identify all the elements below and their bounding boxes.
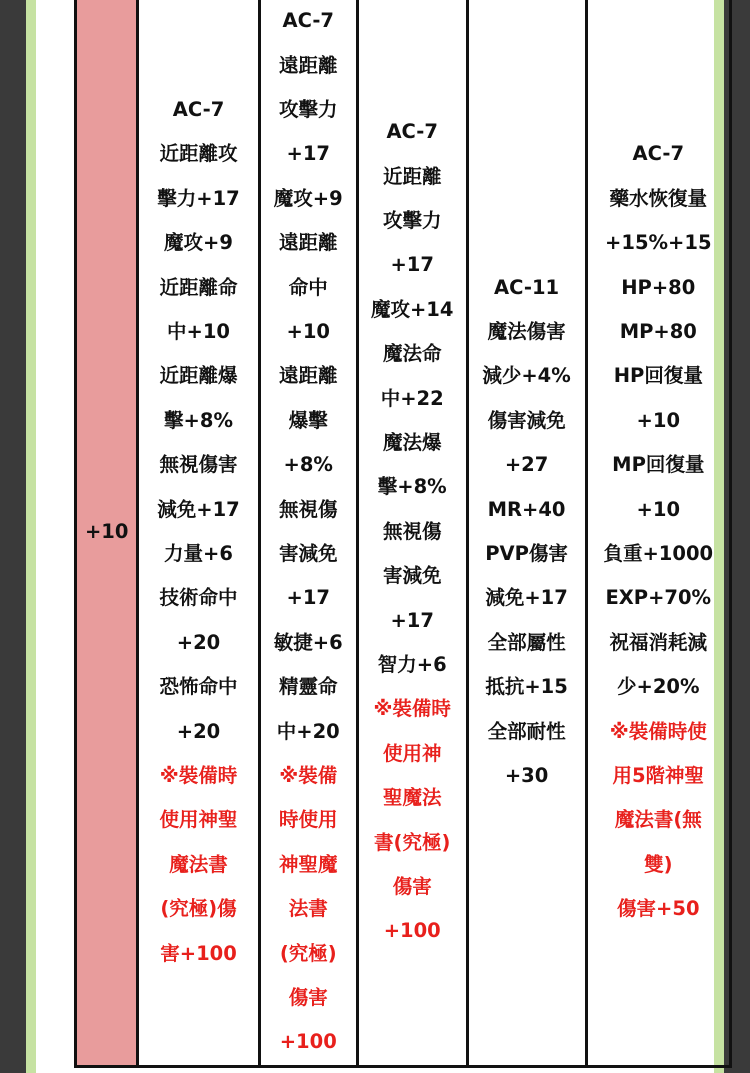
stat-line: 近距離爆 xyxy=(159,364,238,388)
stat-line: MP回復量 xyxy=(612,453,705,477)
stats-cell xyxy=(586,0,730,1067)
stat-line: 敏捷+6 xyxy=(273,630,343,654)
stat-line: AC-7 xyxy=(386,120,438,144)
stats-cell xyxy=(259,0,357,1067)
equip-note-line: 用5階神聖 xyxy=(612,764,705,788)
equip-note-line: 神聖魔 xyxy=(278,852,338,876)
stat-line: +17 xyxy=(390,608,434,632)
stat-line: +10 xyxy=(636,408,681,432)
stat-line: 減免+17 xyxy=(157,497,240,521)
enhance-level-label: +10 xyxy=(84,519,129,543)
stat-line: +10 xyxy=(286,319,330,343)
equip-note-line: 傷害 xyxy=(392,875,432,899)
stat-line: +17 xyxy=(286,142,330,166)
stat-line: 遠距離 xyxy=(278,364,338,388)
equip-note-line: +100 xyxy=(383,919,441,943)
stat-line: 害減免 xyxy=(278,542,338,565)
equip-note-line: ※裝備時 xyxy=(159,764,238,788)
enhance-level-cell xyxy=(76,0,138,1067)
stat-line: 減少+4% xyxy=(482,364,571,388)
stat-line: 恐怖命中 xyxy=(159,675,238,699)
stat-line: 全部屬性 xyxy=(487,630,566,654)
stat-line: 藥水恢復量 xyxy=(609,186,708,210)
stat-line: 魔法命 xyxy=(382,342,442,366)
table-row xyxy=(76,0,731,1067)
stat-line: 少+20% xyxy=(617,675,700,699)
stat-line: 魔法爆 xyxy=(382,430,442,454)
stat-line: +17 xyxy=(286,586,330,610)
stat-line: 力量+6 xyxy=(164,542,233,565)
equip-note-line: 魔法書(無 xyxy=(614,808,702,832)
equip-note-line: 法書 xyxy=(288,897,328,921)
stats-cell xyxy=(138,0,259,1067)
stat-line: AC-7 xyxy=(632,142,685,166)
equip-note-line: 時使用 xyxy=(278,808,338,832)
stat-line: PVP傷害 xyxy=(485,542,568,565)
stat-line: 近距離 xyxy=(382,164,442,188)
stat-line: 擊力+17 xyxy=(157,186,240,210)
stat-line: 遠距離 xyxy=(278,231,338,255)
stat-line: 遠距離 xyxy=(278,53,338,77)
stat-line: 中+22 xyxy=(380,386,444,410)
stat-line: 無視傷 xyxy=(278,497,338,521)
equip-note-line: 傷害+50 xyxy=(617,897,700,921)
stat-line: +8% xyxy=(283,453,333,477)
equip-note-line: (究極)傷 xyxy=(160,897,237,921)
stat-line: 命中 xyxy=(288,275,328,299)
stat-line: +15%+15 xyxy=(605,231,712,255)
stat-line: 無視傷害 xyxy=(159,453,238,477)
stat-line: +10 xyxy=(636,497,681,521)
stat-line: AC-7 xyxy=(172,97,225,121)
equip-note-line: 魔法書 xyxy=(169,852,228,876)
stat-line: 減免+17 xyxy=(485,586,568,610)
stat-line: 魔攻+14 xyxy=(370,297,454,321)
stat-line: 精靈命 xyxy=(278,675,338,699)
stat-line: 魔攻+9 xyxy=(273,186,343,210)
equip-note-line: (究極) xyxy=(279,941,337,965)
stat-line: 無視傷 xyxy=(382,519,442,543)
stat-line: 攻擊力 xyxy=(382,208,442,232)
stat-line: EXP+70% xyxy=(605,586,712,610)
stat-line: 爆擊 xyxy=(288,408,328,432)
stat-line: HP+80 xyxy=(621,275,696,299)
stat-line: 近距離命 xyxy=(159,275,238,299)
equip-note-line: ※裝備時 xyxy=(373,697,451,721)
stat-line: +20 xyxy=(176,630,221,654)
stat-line: 魔法傷害 xyxy=(487,319,566,343)
equip-note-line: 聖魔法 xyxy=(382,786,442,810)
stat-line: 傷害減免 xyxy=(487,408,566,432)
equip-note-line: 害+100 xyxy=(160,941,237,965)
stat-line: AC-7 xyxy=(282,9,334,33)
stat-line: MR+40 xyxy=(487,497,566,521)
stat-line: 魔攻+9 xyxy=(164,231,233,255)
equip-note-line: ※裝備時使 xyxy=(609,719,707,743)
stat-line: 擊+8% xyxy=(164,408,233,432)
stat-line: 害減免 xyxy=(382,564,442,588)
stat-line: 抵抗+15 xyxy=(485,675,568,699)
stat-line: AC-11 xyxy=(494,275,560,299)
stat-line: 技術命中 xyxy=(159,586,238,610)
stat-line: 智力+6 xyxy=(377,653,447,677)
stat-line: HP回復量 xyxy=(613,364,703,388)
stats-cell xyxy=(467,0,586,1067)
stat-line: 祝福消耗減 xyxy=(609,630,708,654)
equip-note-line: ※裝備 xyxy=(279,764,338,788)
equip-note-line: 書(究極) xyxy=(374,830,451,854)
equip-note-line: 使用神聖 xyxy=(159,808,238,832)
equipment-stats-table xyxy=(74,0,732,1068)
stat-line: +30 xyxy=(504,764,549,788)
stat-line: 全部耐性 xyxy=(487,719,566,743)
stat-line: 近距離攻 xyxy=(159,142,238,166)
stat-line: MP+80 xyxy=(619,319,697,343)
stat-line: 中+10 xyxy=(167,319,230,343)
stat-line: +20 xyxy=(176,719,221,743)
stats-cell xyxy=(357,0,467,1067)
equip-note-line: 雙) xyxy=(644,852,673,876)
stat-line: 負重+1000 xyxy=(603,542,714,565)
equip-note-line: 使用神 xyxy=(382,741,442,765)
stat-line: 攻擊力 xyxy=(278,97,338,121)
stat-line: +27 xyxy=(504,453,549,477)
stat-line: +17 xyxy=(390,253,434,277)
equip-note-line: 傷害 xyxy=(288,986,328,1010)
stat-line: 中+20 xyxy=(276,719,340,743)
equip-note-line: +100 xyxy=(279,1030,337,1054)
stat-line: 擊+8% xyxy=(377,475,447,499)
